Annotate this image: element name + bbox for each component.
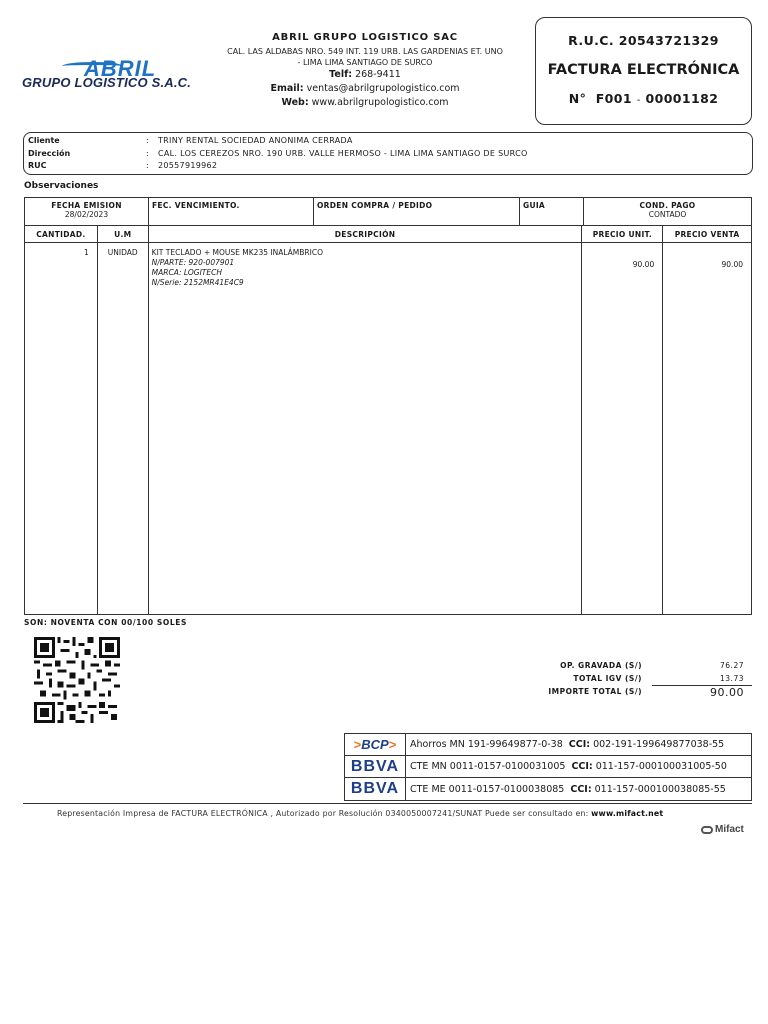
ruc-value: 20557919962 [158, 161, 218, 170]
address-row [28, 148, 748, 161]
guia-cell [520, 198, 584, 225]
bbva-logo [345, 756, 406, 777]
item-descripcion [149, 243, 583, 614]
item-um: UNIDAD [98, 243, 149, 614]
fecha-emision-label: FECHA EMISION [51, 201, 122, 210]
bank-accounts-table [344, 733, 752, 801]
item-cantidad: 1 [25, 243, 98, 614]
cond-pago-value: CONTADO [648, 210, 687, 219]
op-gravada-value: 76.27 [720, 661, 744, 670]
igv-value: 13.73 [720, 674, 744, 683]
observaciones-label: Observaciones [24, 181, 99, 191]
client-label: Cliente [28, 136, 60, 145]
company-info [195, 32, 535, 110]
ruc-label: RUC [28, 161, 47, 170]
web-label: Web: [281, 97, 309, 108]
importe-total-label: IMPORTE TOTAL (S/) [548, 687, 642, 696]
mifact-brand: Mifact [715, 824, 744, 835]
igv-row [520, 672, 752, 685]
client-row [28, 135, 748, 148]
amount-in-words: SON: NOVENTA CON 00/100 SOLES [24, 618, 187, 627]
bbva-logo [345, 778, 406, 800]
table-row [25, 243, 751, 614]
company-logo [22, 56, 202, 92]
bank-account-text [406, 778, 751, 800]
orden-compra-label: ORDEN COMPRA / PEDIDO [317, 201, 433, 210]
igv-label: TOTAL IGV (S/) [573, 674, 642, 683]
op-gravada-row [520, 659, 752, 672]
address-label: Dirección [28, 148, 71, 158]
footer-link[interactable]: www.mifact.net [591, 809, 664, 818]
company-phone [195, 68, 535, 82]
fecha-emision-cell [25, 198, 149, 225]
guia-label: GUIA [523, 201, 546, 210]
header-cantidad: CANTIDAD. [25, 226, 98, 242]
company-web [195, 96, 535, 110]
number-value: 00001182 [645, 91, 719, 106]
bcp-logo: >BCP> [345, 734, 406, 755]
op-gravada-label: OP. GRAVADA (S/) [560, 661, 642, 670]
invoice-meta-table [24, 197, 752, 226]
bank-row [345, 756, 751, 778]
qr-code-icon [33, 637, 121, 723]
header-precio-unit: PRECIO UNIT. [582, 226, 663, 242]
bbva-logo-text: BBVA [350, 757, 400, 775]
logo-subtitle: GRUPO LOGISTICO S.A.C. [22, 75, 192, 90]
address-value: CAL. LOS CEREZOS NRO. 190 URB. VALLE HERMOSO - LIMA LIMA SANTIAGO DE SURCO [158, 148, 528, 158]
importe-total-row [520, 685, 752, 698]
cond-pago-cell [584, 198, 751, 225]
cond-pago-label: COND. PAGO [639, 201, 696, 210]
web-link[interactable]: www.abrilgrupologistico.com [311, 97, 449, 108]
item-desc-main: KIT TECLADO + MOUSE MK235 INALÁMBRICO [151, 248, 323, 257]
items-table [24, 226, 752, 615]
email-value[interactable]: ventas@abrilgrupologistico.com [306, 83, 460, 94]
cci-label: CCI: [571, 761, 593, 772]
bank-account-text [406, 756, 751, 777]
importe-total-value: 90.00 [652, 685, 752, 699]
fec-vencimiento-cell [149, 198, 314, 225]
number-prefix: N° [568, 91, 587, 106]
company-name: ABRIL GRUPO LOGISTICO SAC [272, 32, 458, 43]
mifact-icon [701, 826, 713, 834]
cci-label: CCI: [568, 739, 591, 750]
client-value: TRINY RENTAL SOCIEDAD ANONIMA CERRADA [158, 136, 353, 145]
bank-account: Ahorros MN 191-99649877-0-38 [410, 739, 563, 750]
totals-block [520, 659, 752, 698]
item-precio-venta: 90.00 [721, 260, 743, 269]
items-header [25, 226, 751, 243]
company-address-2: - LIMA LIMA SANTIAGO DE SURCO [297, 58, 433, 67]
bank-row [345, 734, 751, 756]
client-sep: : [146, 136, 149, 145]
cci-label: CCI: [570, 783, 592, 795]
orden-compra-cell [314, 198, 520, 225]
item-desc-marca: MARCA: LOGITECH [151, 268, 222, 277]
bank-account: CTE MN 0011-0157-0100031005 [410, 761, 566, 772]
item-desc-parte: N/PARTE: 920-007901 [151, 258, 235, 267]
item-desc-serie: N/Serie: 2152MR41E4C9 [151, 278, 244, 287]
bank-account-text [406, 734, 751, 755]
item-precio-unit: 90.00 [582, 243, 663, 614]
phone-value: 268-9411 [355, 69, 401, 80]
ruc-sep: : [146, 161, 149, 170]
ruc-row [28, 160, 748, 173]
bcp-logo-text: BCP [361, 737, 389, 752]
company-email [195, 82, 535, 96]
client-info-box [23, 132, 753, 175]
header-precio-venta: PRECIO VENTA [674, 229, 740, 239]
document-ruc: R.U.C. 20543721329 [568, 33, 719, 48]
cci-value: 011-157-000100031005-50 [595, 761, 727, 772]
address-sep: : [146, 148, 149, 158]
company-address-1: CAL. LAS ALDABAS NRO. 549 INT. 119 URB. LAS GARDENIAS ET. UNO [227, 47, 503, 56]
bank-account: CTE ME 0011-0157-0100038085 [410, 783, 565, 795]
footer-divider [23, 803, 752, 804]
document-id-box [535, 17, 752, 125]
cci-value: 002-191-199649877038-55 [593, 739, 725, 750]
email-label: Email: [270, 83, 304, 94]
fecha-emision-value: 28/02/2023 [64, 210, 109, 219]
bank-row [345, 778, 751, 800]
logo-brand: ABRIL [84, 56, 157, 81]
number-series: F001 [595, 91, 632, 106]
cci-value: 011-157-000100038085-55 [594, 783, 726, 795]
mifact-logo [701, 824, 744, 835]
document-number [536, 91, 751, 106]
header-um: U.M [98, 226, 149, 242]
footer-text: Representación Impresa de FACTURA ELECTRÓNICA , Autorizado por Resolución 0340050007241/SUNAT Puede ser consultado en: [57, 809, 589, 818]
fec-vencimiento-label: FEC. VENCIMIENTO. [152, 201, 240, 210]
number-separator: - [636, 95, 641, 106]
bbva-logo-text: BBVA [350, 780, 400, 797]
document-title: FACTURA ELECTRÓNICA [547, 62, 740, 78]
footer-legal-text [57, 809, 663, 818]
header-descripcion: DESCRIPCIÓN [149, 226, 583, 242]
phone-label: Telf: [329, 69, 353, 80]
